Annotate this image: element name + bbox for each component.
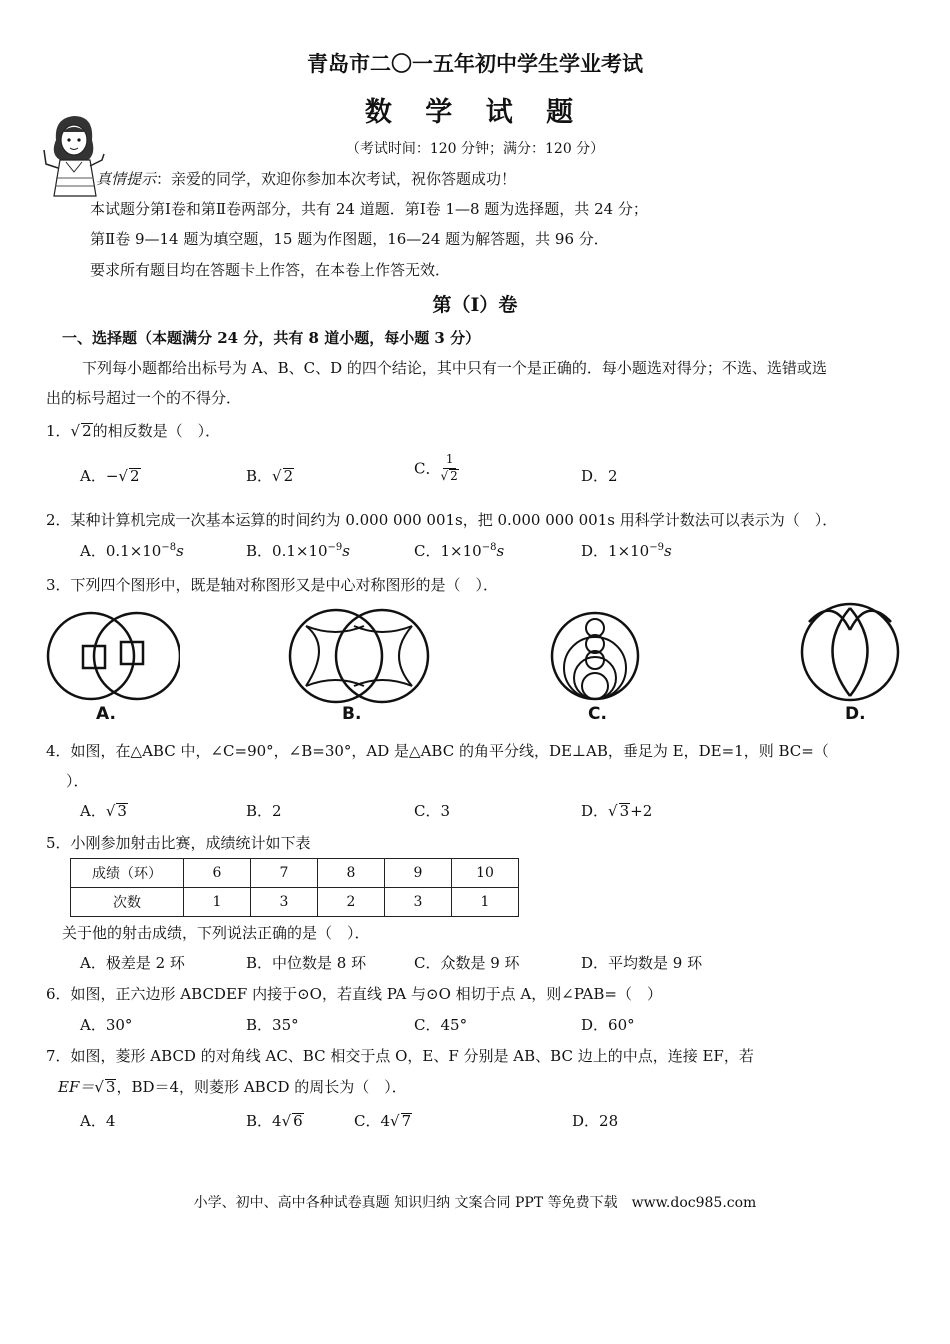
q7-option-b xyxy=(246,1110,304,1131)
q2-option-c xyxy=(414,540,504,561)
intro-line-2: 第Ⅱ卷 9—14 题为填空题，15 题为作图题，16—24 题为解答题，共 96 分． xyxy=(90,230,609,248)
q2-option-d xyxy=(581,540,672,561)
exam-info: （考试时间：120 分钟；满分：120 分） xyxy=(345,141,605,157)
q7-b-coef: 4 xyxy=(272,1112,282,1130)
q1-stem xyxy=(46,420,220,441)
q2-a-exp: −8 xyxy=(161,542,177,553)
q4-d-radicand: 3 xyxy=(619,802,630,820)
q1-c-label: C． xyxy=(414,459,441,478)
q2-c-base: 1×10 xyxy=(440,542,482,560)
q1-option-d: D．2 xyxy=(581,467,618,485)
q5-option-d: D．平均数是 9 环 xyxy=(581,954,703,972)
subject-title: 数 学 试 题 xyxy=(364,97,586,128)
q2-c-exp: −8 xyxy=(481,542,497,553)
exam-title: 青岛市二〇一五年初中学生学业考试 xyxy=(307,51,643,76)
q1-b-radicand: 2 xyxy=(283,467,294,485)
q3-label-a: A. xyxy=(96,704,116,724)
q3-figure-b xyxy=(284,606,434,706)
tip-line xyxy=(96,168,516,189)
q2-d-base: 1×10 xyxy=(608,542,650,560)
q7-b-label: B． xyxy=(246,1112,273,1130)
q6-option-a: A．30° xyxy=(80,1016,133,1034)
q3-label-b: B. xyxy=(342,704,362,724)
q4-d-label: D． xyxy=(581,802,609,820)
q2-c-unit: s xyxy=(496,542,505,560)
q5-option-a: A．极差是 2 环 xyxy=(80,954,185,972)
q2-option-a xyxy=(80,540,184,561)
q7-c-coef: 4 xyxy=(380,1112,391,1130)
q3-figure-d xyxy=(795,600,905,706)
q7-b-sqrt: √ 6 xyxy=(281,1112,303,1130)
q7-option-a: A．4 xyxy=(80,1112,116,1130)
q4-option-a xyxy=(80,800,128,821)
q7-option-d: D．28 xyxy=(572,1112,619,1130)
section-instruction-2: 出的标号超过一个的不得分． xyxy=(46,389,242,407)
q6-option-c: C．45° xyxy=(414,1016,468,1034)
q5-score-table xyxy=(70,858,519,917)
table-cell: 6 xyxy=(184,859,251,888)
q1-b-sqrt: √ 2 xyxy=(272,467,294,485)
intro-line-3: 要求所有题目均在答题卡上作答，在本卷上作答无效． xyxy=(90,261,451,279)
q4-d-suffix: +2 xyxy=(630,802,653,820)
q5-option-c: C．众数是 9 环 xyxy=(414,954,520,972)
q4-option-c: C．3 xyxy=(414,802,451,820)
q1-radicand: 2 xyxy=(82,422,92,440)
q7-sqrt: √ 3 xyxy=(94,1078,116,1096)
table-row xyxy=(71,888,519,917)
table-cell: 次数 xyxy=(71,888,184,917)
q4-option-b: B．2 xyxy=(246,802,282,820)
q4-a-sqrt: √ 3 xyxy=(105,802,127,820)
table-cell: 1 xyxy=(184,888,251,917)
q2-d-unit: s xyxy=(663,542,672,560)
table-cell: 3 xyxy=(251,888,318,917)
q2-b-label: B． xyxy=(246,542,273,560)
q7-c-sqrt: √ 7 xyxy=(390,1112,412,1130)
q7-c-label: C． xyxy=(354,1112,381,1130)
tip-text: ：亲爱的同学，欢迎你参加本次考试，祝你答题成功！ xyxy=(156,170,517,188)
q4-stem-2: ）． xyxy=(66,772,89,790)
q1-b-label: B． xyxy=(246,467,273,485)
table-cell: 8 xyxy=(318,859,385,888)
q7-c-radicand: 7 xyxy=(401,1112,412,1130)
q6-option-b: B．35° xyxy=(246,1016,299,1034)
q3-figure-a xyxy=(45,606,180,706)
q5-stem: 5．小刚参加射击比赛，成绩统计如下表 xyxy=(46,834,311,852)
q7-ef-prefix: EF＝ xyxy=(58,1078,95,1096)
q2-stem: 2．某种计算机完成一次基本运算的时间约为 0.000 000 001s，把 0.000 000 001s 用科学计数法可以表示为（ ）． xyxy=(46,511,838,529)
q2-b-exp: −9 xyxy=(327,542,343,553)
tip-label: 真情提示 xyxy=(96,170,157,188)
q1-option-a xyxy=(80,465,141,486)
q3-label-c: C. xyxy=(588,704,607,724)
q1-c-fraction xyxy=(440,452,458,484)
q7-suffix: ，BD＝4，则菱形 ABCD 的周长为（ ）． xyxy=(116,1078,407,1096)
q1-text: 的相反数是（ ）． xyxy=(92,422,221,440)
q3-figure-c xyxy=(550,606,640,706)
q1-a-radicand: 2 xyxy=(129,467,140,485)
table-cell: 3 xyxy=(385,888,452,917)
q5-question: 关于他的射击成绩，下列说法正确的是（ ）． xyxy=(62,924,370,942)
q4-a-radicand: 3 xyxy=(117,802,127,820)
q2-d-exp: −9 xyxy=(649,542,664,553)
q2-b-unit: s xyxy=(342,542,350,560)
q7-option-c xyxy=(354,1110,412,1131)
q2-d-label: D． xyxy=(581,542,609,560)
section-instruction-1: 下列每小题都给出标号为 A、B、C、D 的四个结论，其中只有一个是正确的．每小题选对得分；不选、选错或选 xyxy=(82,359,827,377)
q1-option-c xyxy=(414,452,459,484)
q1-a-label: A． xyxy=(80,467,106,485)
intro-line-1: 本试题分第Ⅰ卷和第Ⅱ卷两部分，共有 24 道题．第Ⅰ卷 1—8 题为选择题，共 24 分； xyxy=(90,200,648,218)
q4-a-label: A． xyxy=(80,802,106,820)
q7-stem-1: 7．如图，菱形 ABCD 的对角线 AC、BC 相交于点 O，E、F 分别是 AB、BC 边上的中点，连接 EF，若 xyxy=(46,1047,754,1065)
table-row xyxy=(71,859,519,888)
table-cell: 7 xyxy=(251,859,318,888)
q2-a-unit: s xyxy=(176,542,184,560)
q2-b-base: 0.1×10 xyxy=(272,542,328,560)
section-title: 一、选择题（本题满分 24 分，共有 8 道小题，每小题 3 分） xyxy=(62,329,481,347)
q2-option-b xyxy=(246,540,350,561)
q1-sqrt: √ 2 xyxy=(70,422,92,440)
q4-stem-1: 4．如图，在△ABC 中，∠C=90°，∠B=30°，AD 是△ABC 的角平分线，DE⊥AB，垂足为 E，DE=1，则 BC=（ xyxy=(46,742,829,760)
q1-option-b xyxy=(246,465,294,486)
q1-c-radicand: 2 xyxy=(450,468,458,483)
table-cell: 10 xyxy=(452,859,519,888)
q3-stem: 3．下列四个图形中，既是轴对称图形又是中心对称图形的是（ ）． xyxy=(46,576,499,594)
q2-a-base: 0.1×10 xyxy=(105,542,162,560)
q2-a-label: A． xyxy=(80,542,106,560)
q1-c-denominator: √ 2 xyxy=(440,468,458,483)
q6-option-d: D．60° xyxy=(581,1016,635,1034)
q4-d-sqrt: √ 3 xyxy=(608,802,630,820)
q1-c-numerator: 1 xyxy=(443,452,457,469)
q4-option-d xyxy=(581,800,652,821)
q7-stem-2 xyxy=(58,1076,407,1097)
q6-stem: 6．如图，正六边形 ABCDEF 内接于⊙O，若直线 PA 与⊙O 相切于点 A，则∠PAB=（ ） xyxy=(46,985,662,1003)
q1-a-sqrt: √ 2 xyxy=(118,467,140,485)
q1-a-sign: − xyxy=(105,467,119,485)
table-cell: 2 xyxy=(318,888,385,917)
q7-b-radicand: 6 xyxy=(293,1112,303,1130)
table-cell: 成绩（环） xyxy=(71,859,184,888)
footer-note: 小学、初中、高中各种试卷真题 知识归纳 文案合同 PPT 等免费下载 www.doc985.com xyxy=(193,1195,757,1211)
q7-radicand: 3 xyxy=(105,1078,116,1096)
q5-option-b: B．中位数是 8 环 xyxy=(246,954,367,972)
q1-number: 1． xyxy=(46,422,71,440)
table-cell: 1 xyxy=(452,888,519,917)
q3-label-d: D. xyxy=(845,704,866,724)
q2-c-label: C． xyxy=(414,542,441,560)
table-cell: 9 xyxy=(385,859,452,888)
part-title: 第（Ⅰ）卷 xyxy=(432,294,518,316)
